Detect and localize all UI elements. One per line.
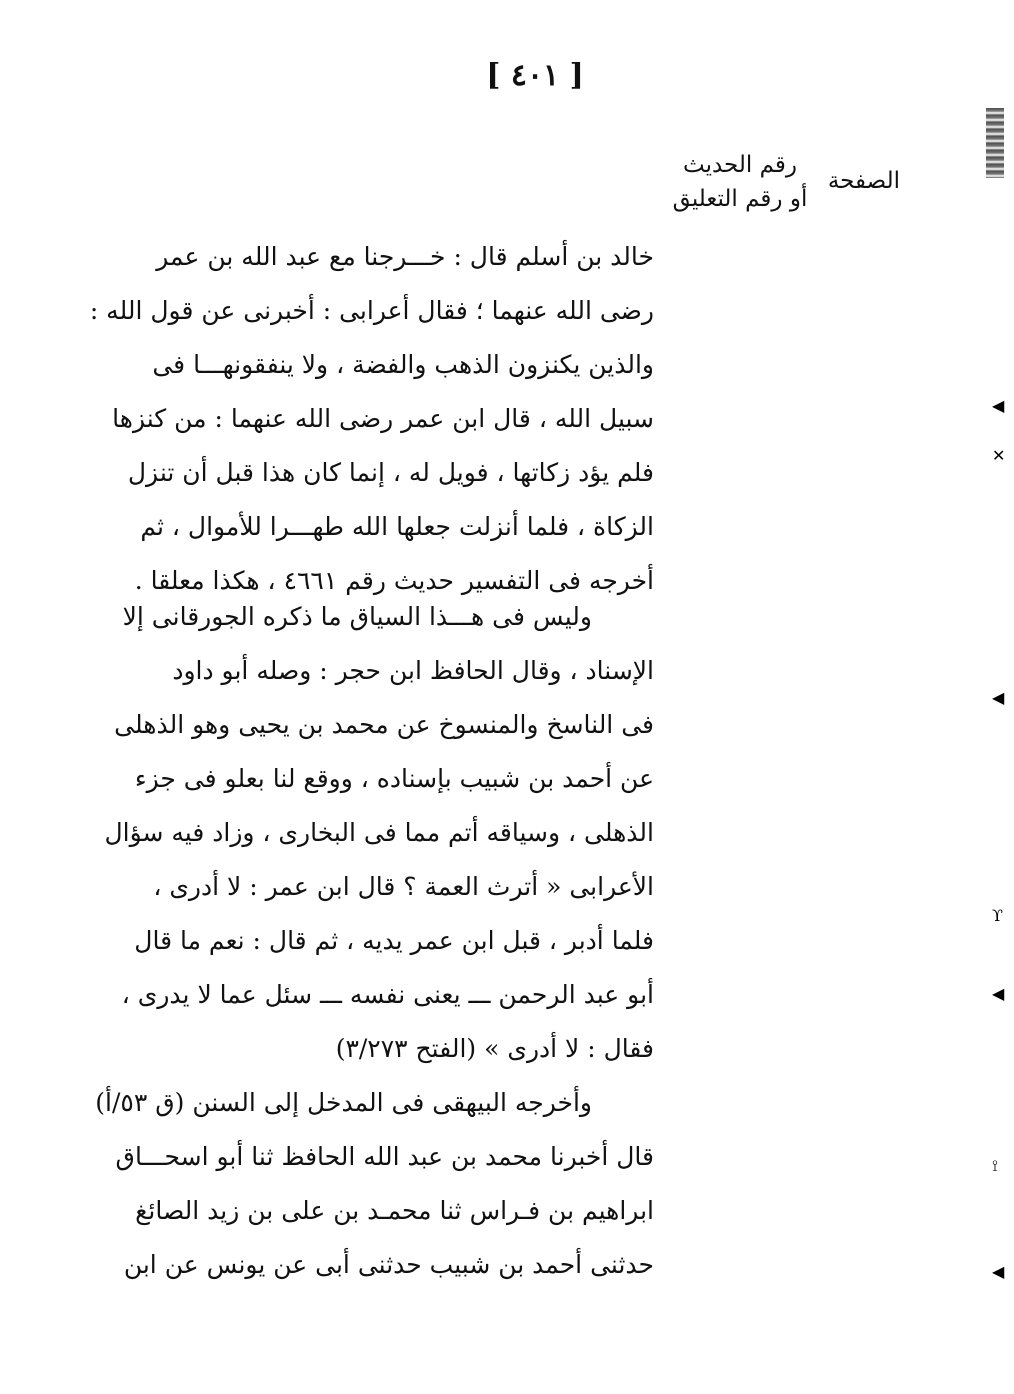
paragraph-3 <box>95 1076 654 1292</box>
paragraph-1 <box>89 230 654 608</box>
text-line: عن أحمد بن شبيب بإسناده ، ووقع لنا بعلو فى جزء <box>134 764 654 793</box>
text-line: والذين يكنزون الذهب والفضة ، ولا ينفقونهـــا فى <box>152 350 654 379</box>
margin-cross-icon: ✕ <box>992 446 1006 465</box>
text-line: سبيل الله ، قال ابن عمر رضى الله عنهما : من كنزها <box>112 404 654 433</box>
text-line: فلما أدبر ، قبل ابن عمر يديه ، ثم قال : نعم ما قال <box>134 926 654 955</box>
text-line: فقال : لا أدرى » (الفتح ٣/٢٧٣) <box>335 1034 654 1063</box>
paragraph-2 <box>104 590 654 1076</box>
margin-arrow-icon: ◀ <box>992 1262 1005 1281</box>
text-line: الذهلى ، وسياقه أتم مما فى البخارى ، وزاد فيه سؤال <box>104 818 654 847</box>
text-line: رضى الله عنهما ؛ فقال أعرابى : أخبرنى عن قول الله : <box>89 296 654 325</box>
text-line: حدثنى أحمد بن شبيب حدثنى أبى عن يونس عن ابن <box>123 1250 654 1279</box>
text-line: أخرجه فى التفسير حديث رقم ٤٦٦١ ، هكذا معلقا . <box>134 566 654 595</box>
margin-tick-icon: ϒ <box>992 906 1003 925</box>
text-line: فى الناسخ والمنسوخ عن محمد بن يحيى وهو الذهلى <box>114 710 654 739</box>
text-line: أبو عبد الرحمن ـــ يعنى نفسه ـــ سئل عما لا يدرى ، <box>121 980 654 1009</box>
text-line: خالد بن أسلم قال : خـــرجنا مع عبد الله بن عمر <box>156 242 654 271</box>
text-line: وأخرجه البيهقى فى المدخل إلى السنن (ق ٥٣/أ) <box>95 1088 592 1117</box>
text-line: الزكاة ، فلما أنزلت جعلها الله طهـــرا للأموال ، ثم <box>140 512 654 541</box>
margin-arrow-icon: ◀ <box>992 396 1005 415</box>
page-number: [ ٤٠١ ] <box>486 58 584 93</box>
text-line: الإسناد ، وقال الحافظ ابن حجر : وصله أبو داود <box>172 656 654 685</box>
text-line: فلم يؤد زكاتها ، فويل له ، إنما كان هذا قبل أن تنزل <box>127 458 654 487</box>
margin-arrow-icon: ◀ <box>992 984 1005 1003</box>
text-line: الأعرابى « أترث العمة ؟ قال ابن عمر : لا أدرى ، <box>153 872 654 901</box>
text-line: وليس فى هـــذا السياق ما ذكره الجورقانى إلا <box>122 602 592 631</box>
text-line: ابراهيم بن فـراس ثنا محمـد بن على بن زيد الصائغ <box>135 1196 654 1225</box>
text-line: قال أخبرنا محمد بن عبد الله الحافظ ثنا أبو اسحـــاق <box>115 1142 654 1171</box>
column-header-page: الصفحة <box>827 168 900 194</box>
margin-arrow-icon: ◀ <box>992 688 1005 707</box>
scan-edge-mark <box>986 108 1004 178</box>
column-header-hadith-line-2: أو رقم التعليق <box>672 186 808 212</box>
margin-tick-icon: ⟟ <box>992 1156 998 1175</box>
column-header-hadith <box>670 148 810 216</box>
column-header-hadith-line-1: رقم الحديث <box>682 152 798 178</box>
